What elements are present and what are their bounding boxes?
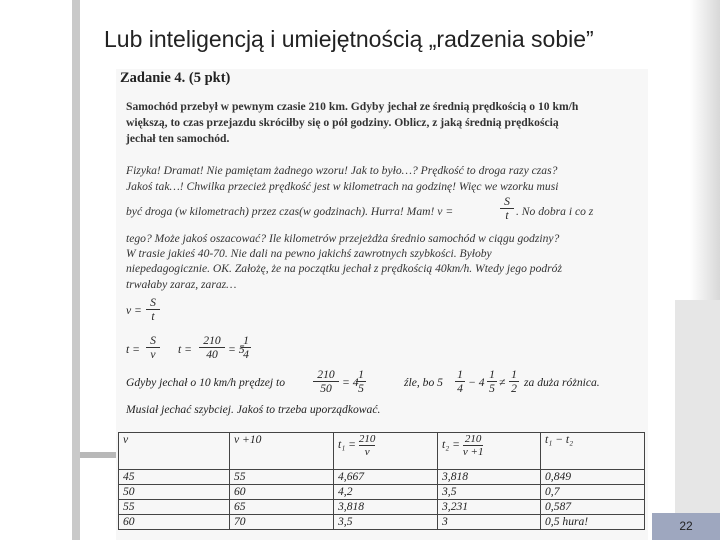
table-cell: 4,2 <box>334 485 438 500</box>
student-line: W trasie jakieś 40-70. Nie dali na pewno jakichś zawrotnych szybkości. Byłoby <box>126 247 492 260</box>
line-zle: źle, bo 5 <box>404 376 443 389</box>
problem-line: jechał ten samochód. <box>126 132 230 145</box>
table-cell: 60 <box>230 485 334 500</box>
slide-title: Lub inteligencją i umiejętnością „radzenia sobie” <box>104 26 594 52</box>
task-heading: Zadanie 4. (5 pkt) <box>120 70 231 86</box>
fraction-1-over-5: $\frac{1}{5}$ <box>356 368 366 395</box>
equals-five: = 5 <box>228 343 245 356</box>
table-cell: 0,849 <box>541 470 645 485</box>
table-cell: 50 <box>119 485 230 500</box>
fraction-1-over-2: $\frac{1}{2}$ <box>509 368 519 395</box>
page-number: 22 <box>679 519 693 533</box>
table-cell: 45 <box>119 470 230 485</box>
table-cell: 0,5 hura! <box>541 515 645 530</box>
fraction-210-over-50: $\frac{210}{50}$ <box>313 368 339 395</box>
fraction-s-over-v: $\frac{S}{v}$ <box>146 334 160 361</box>
line-gdyby: Gdyby jechał o 10 km/h prędzej to <box>126 376 286 389</box>
slide-right-strip <box>690 0 720 300</box>
formula-lhs: t = <box>126 343 140 356</box>
line-musial: Musiał jechać szybciej. Jakoś to trzeba uporządkować. <box>126 403 381 416</box>
scanned-document <box>116 69 648 540</box>
table-cell: 55 <box>119 500 230 515</box>
slide-band-accent <box>80 452 120 458</box>
table-cell: 3 <box>438 515 541 530</box>
minus-four: − 4 <box>468 376 485 389</box>
fraction-s-over-t: $\frac{S}{t}$ <box>146 296 160 323</box>
table-cell: 3,5 <box>438 485 541 500</box>
table-row <box>119 470 645 485</box>
student-line: trwałaby zaraz, zaraz… <box>126 278 237 291</box>
table-cell: 70 <box>230 515 334 530</box>
table-header-t2: t₂ = $\frac{210}{v +1}$ <box>438 433 541 470</box>
line-roznica: za duża różnica. <box>524 376 600 389</box>
student-line: Fizyka! Dramat! Nie pamiętam żadnego wzoru! Jak to było…? Prędkość to droga razy czas? <box>126 164 558 177</box>
table-header-v-plus-10: v +10 <box>230 433 334 470</box>
table-cell: 65 <box>230 500 334 515</box>
estimation-table <box>118 432 645 530</box>
table-header-t1: t₁ = $\frac{210}{v}$ <box>334 433 438 470</box>
table-cell: 60 <box>119 515 230 530</box>
student-line: tego? Może jakoś oszacować? Ile kilometrów przejeżdża średnio samochód w ciągu godziny? <box>126 232 560 245</box>
table-row <box>119 485 645 500</box>
table-cell: 4,667 <box>334 470 438 485</box>
student-line: . No dobra i co z <box>516 205 594 218</box>
table-row <box>119 500 645 515</box>
slide-right-strip-lower <box>675 300 720 540</box>
table-row <box>119 515 645 530</box>
fraction-210-over-40: $\frac{210}{40}$ <box>199 334 225 361</box>
equals-four: = 4 <box>342 376 359 389</box>
table-cell: 0,7 <box>541 485 645 500</box>
formula-lhs: v = <box>126 304 142 317</box>
student-line: Jakoś tak…! Chwilka przecież prędkość jest w kilometrach na godzinę! Więc we wzorku musi <box>126 180 559 193</box>
table-cell: 3,5 <box>334 515 438 530</box>
table-cell: 0,587 <box>541 500 645 515</box>
table-cell: 55 <box>230 470 334 485</box>
table-header-v: v <box>119 433 230 470</box>
table-cell: 3,818 <box>334 500 438 515</box>
fraction-1-over-4: $\frac{1}{4}$ <box>241 334 251 361</box>
table-header-t1-minus-t2: t₁ − t₂ <box>541 433 645 470</box>
fraction-s-over-t: $\frac{S}{t}$ <box>500 195 514 222</box>
slide-left-margin <box>0 0 72 540</box>
slide-left-band <box>72 0 80 540</box>
fraction-1-over-5: $\frac{1}{5}$ <box>487 368 497 395</box>
table-header-row <box>119 433 645 470</box>
problem-line: większą, to czas przejazdu skróciłby się o pół godziny. Oblicz, z jaką średnią prędkością <box>126 116 559 129</box>
formula-lhs: t = <box>178 343 192 356</box>
fraction-1-over-4: $\frac{1}{4}$ <box>455 368 465 395</box>
table-cell: 3,818 <box>438 470 541 485</box>
table-cell: 3,231 <box>438 500 541 515</box>
student-line: niepedagogicznie. OK. Założę, że na początku jechał z prędkością 40km/h. Wtedy jego podróż <box>126 262 562 275</box>
student-line: być droga (w kilometrach) przez czas(w godzinach). Hurra! Mam! v = <box>126 205 454 218</box>
problem-line: Samochód przebył w pewnym czasie 210 km. Gdyby jechał ze średnią prędkością o 10 km/h <box>126 100 579 113</box>
not-equal-sign: ≠ <box>499 376 506 389</box>
